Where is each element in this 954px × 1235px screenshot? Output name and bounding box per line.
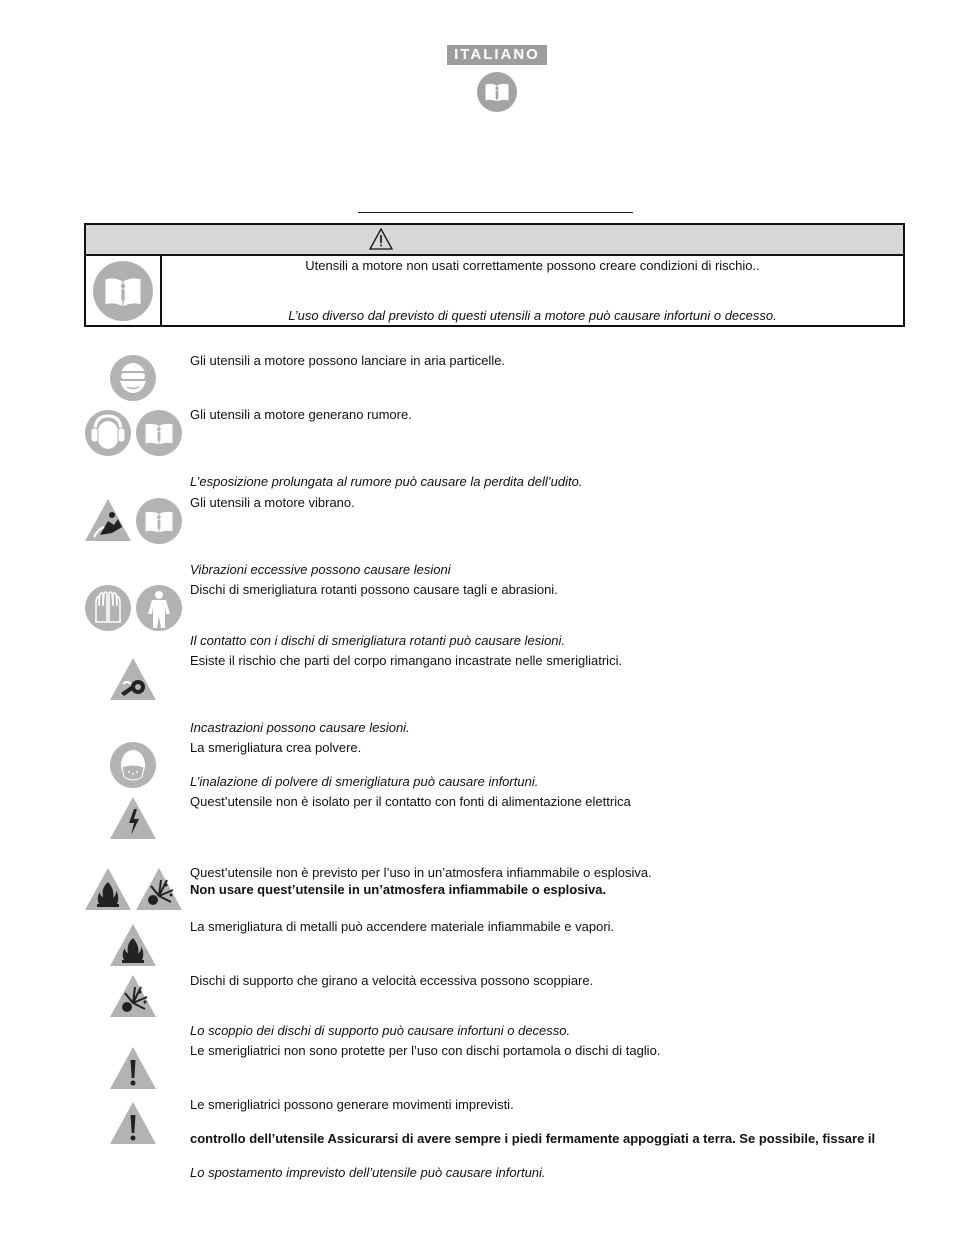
hazard-instruction: Non usare quest’utensile in un’atmosfera infiammabile o esplosiva. <box>190 882 607 897</box>
warning-header <box>86 225 903 256</box>
vibration-hazard-icon <box>84 497 132 543</box>
hazard-consequence: L’esposizione prolungata al rumore può causare la perdita dell’udito. <box>190 474 583 489</box>
general-warning-icon <box>109 1045 157 1091</box>
hazard-text: La smerigliatura di metalli può accendere materiale infiammabile e vapori. <box>190 919 615 934</box>
flammable-icon <box>109 922 157 968</box>
explosive-icon <box>135 866 183 912</box>
hazard-text: Le smerigliatrici possono generare movimenti imprevisti. <box>190 1097 514 1112</box>
warning-consequence: L’uso diverso dal previsto di questi utensili a motore può causare infortuni o decesso. <box>288 308 777 323</box>
title-underline <box>358 212 633 213</box>
hazard-text: La smerigliatura crea polvere. <box>190 740 362 755</box>
eye-protection-icon <box>109 354 157 402</box>
warning-box <box>84 223 905 327</box>
read-manual-icon <box>135 497 183 545</box>
explosive-icon <box>109 973 157 1019</box>
hazard-text: Dischi di supporto che girano a velocità eccessiva possono scoppiare. <box>190 973 594 988</box>
general-warning-icon <box>109 1100 157 1146</box>
hazard-text: Quest’utensile non è previsto per l’uso in un’atmosfera infiammabile o esplosiva. <box>190 865 652 880</box>
read-manual-icon <box>92 260 154 322</box>
hazard-consequence: Lo spostamento imprevisto dell’utensile può causare infortuni. <box>190 1165 546 1180</box>
language-badge: ITALIANO <box>447 45 547 65</box>
read-manual-icon <box>135 409 183 457</box>
hazard-consequence: L’inalazione di polvere di smerigliatura può causare infortuni. <box>190 774 539 789</box>
ear-protection-icon <box>84 409 132 457</box>
read-manual-icon <box>476 71 518 113</box>
hazard-consequence: Lo scoppio dei dischi di supporto può causare infortuni o decesso. <box>190 1023 571 1038</box>
hazard-text: Le smerigliatrici non sono protette per l’uso con dischi portamola o dischi di taglio. <box>190 1043 661 1058</box>
hazard-consequence: Il contatto con i dischi di smerigliatura rotanti può causare lesioni. <box>190 633 566 648</box>
warning-icon-cell <box>86 256 162 325</box>
hazard-text: Gli utensili a motore possono lanciare in aria particelle. <box>190 353 506 368</box>
gloves-icon <box>84 584 132 632</box>
hazard-consequence: Incastrazioni possono causare lesioni. <box>190 720 410 735</box>
hazard-text: Gli utensili a motore generano rumore. <box>190 407 412 422</box>
hazard-text: Gli utensili a motore vibrano. <box>190 495 355 510</box>
protective-clothing-icon <box>135 584 183 632</box>
warning-text: Utensili a motore non usati correttamente possono creare condizioni di rischio.. <box>305 258 760 273</box>
dust-mask-icon <box>109 741 157 789</box>
hazard-text: Esiste il rischio che parti del corpo rimangano incastrate nelle smerigliatrici. <box>190 653 623 668</box>
entanglement-hazard-icon <box>109 656 157 702</box>
hazard-text: Dischi di smerigliatura rotanti possono causare tagli e abrasioni. <box>190 582 558 597</box>
hazard-consequence: Vibrazioni eccessive possono causare lesioni <box>190 562 451 577</box>
warning-triangle-icon <box>369 228 393 250</box>
electric-shock-icon <box>109 795 157 841</box>
hazard-instruction: controllo dell’utensile Assicurarsi di avere sempre i piedi fermamente appoggiati a terra. Se possibile, fissare il <box>190 1131 876 1146</box>
hazard-text: Quest’utensile non è isolato per il contatto con fonti di alimentazione elettrica <box>190 794 631 809</box>
flammable-icon <box>84 866 132 912</box>
